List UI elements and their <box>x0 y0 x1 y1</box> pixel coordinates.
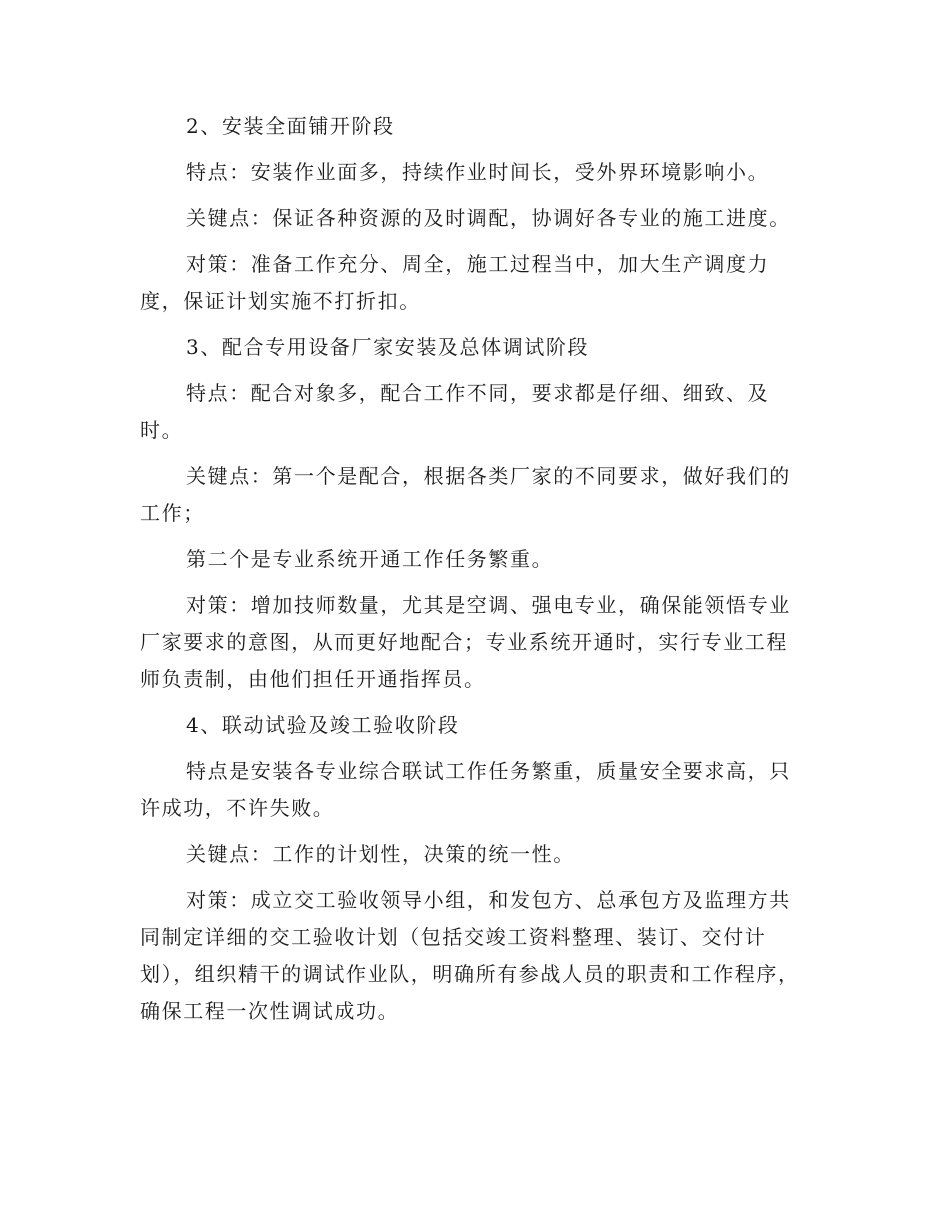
document-body <box>140 108 800 1039</box>
paragraph-keypoints-3b: 第二个是专业系统开通工作任务繁重。 <box>186 547 554 571</box>
paragraph-keypoints-3a: 关键点：第一个是配合，根据各类厂家的不同要求，做好我们的工作； <box>140 464 791 525</box>
paragraph-features-4: 特点是安装各专业综合联试工作任务繁重，质量安全要求高，只许成功，不许失败。 <box>140 759 791 820</box>
paragraph-measures-4: 对策：成立交工验收领导小组，和发包方、总承包方及监理方共同制定详细的交工验收计划（包括交竣工资料整理、装订、交付计划），组织精干的调试作业队，明确所有参战人员的职责和工作程序，确保工程一次性调试成功。 <box>140 888 800 1023</box>
section-heading-2: 2、安装全面铺开阶段 <box>186 114 395 138</box>
paragraph-features-3: 特点：配合对象多，配合工作不同，要求都是仔细、细致、及时。 <box>140 381 770 442</box>
paragraph-keypoints-4: 关键点：工作的计划性，决策的统一性。 <box>186 842 575 866</box>
paragraph-features-2: 特点：安装作业面多，持续作业时间长，受外界环境影响小。 <box>186 160 770 184</box>
section-heading-4: 4、联动试验及竣工验收阶段 <box>186 713 460 737</box>
paragraph-keypoints-2: 关键点：保证各种资源的及时调配，协调好各专业的施工进度。 <box>186 206 791 230</box>
paragraph-measures-2: 对策：准备工作充分、周全，施工过程当中，加大生产调度力度，保证计划实施不打折扣。 <box>140 252 770 313</box>
section-heading-3: 3、配合专用设备厂家安装及总体调试阶段 <box>186 335 590 359</box>
paragraph-measures-3: 对策：增加技师数量，尤其是空调、强电专业，确保能领悟专业厂家要求的意图，从而更好地配合；专业系统开通时，实行专业工程师负责制，由他们担任开通指挥员。 <box>140 593 791 691</box>
